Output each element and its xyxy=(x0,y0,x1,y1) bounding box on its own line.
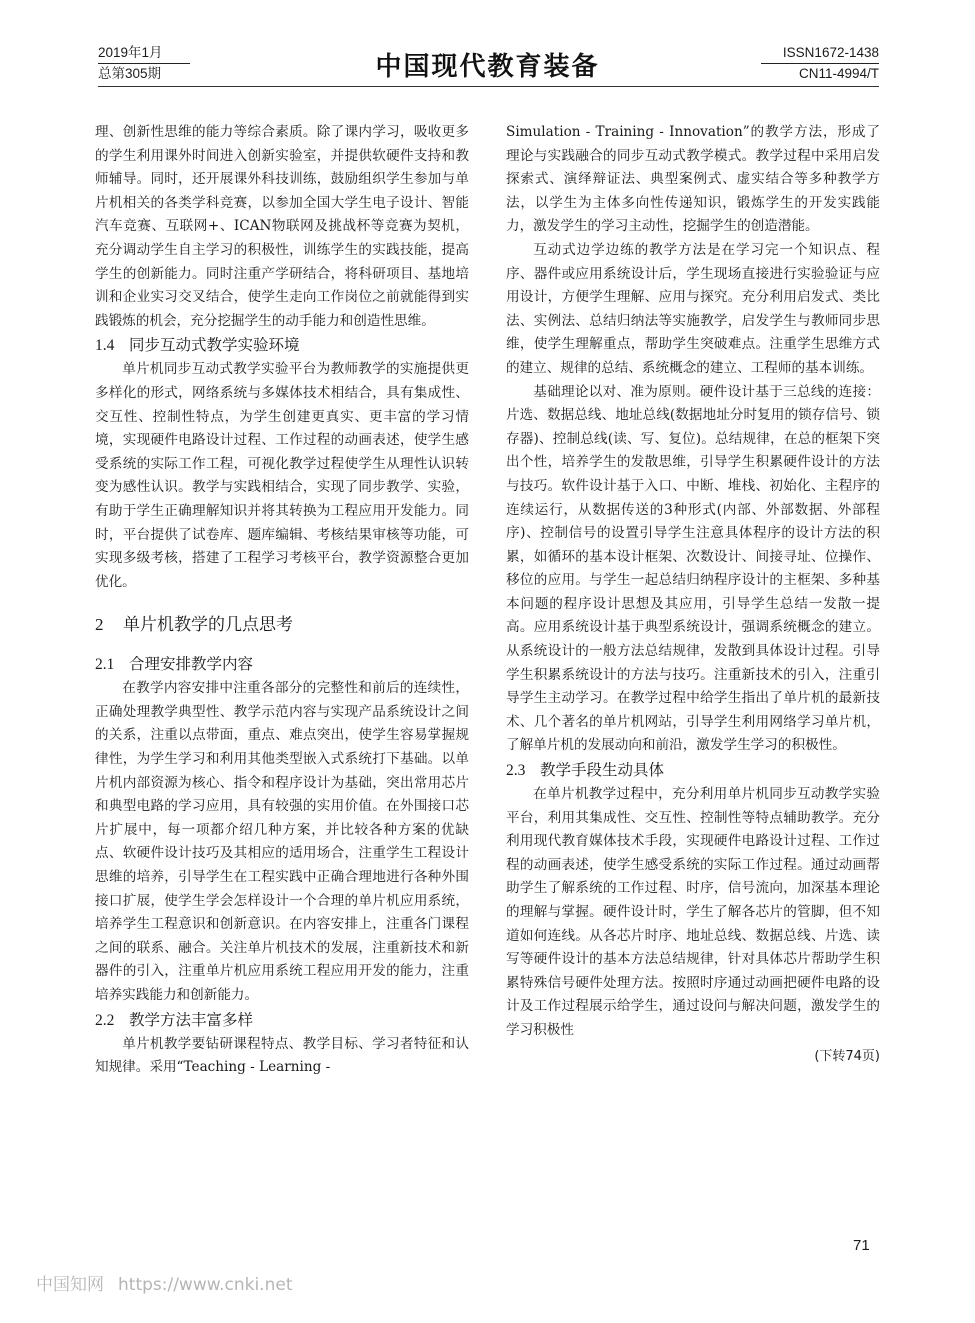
section-number: 1.4 xyxy=(95,337,115,355)
section-number: 2 xyxy=(95,615,104,635)
section-title: 合理安排教学内容 xyxy=(129,655,254,674)
section-number: 2.2 xyxy=(95,1011,115,1029)
section-heading-2 xyxy=(95,612,469,638)
section-number: 2.1 xyxy=(95,656,115,674)
paragraph-intro: 理、创新性思维的能力等综合素质。除了课内学习，吸收更多的学生利用课外时间进入创新实验室，并提供软硬件支持和教师辅导。同时，还开展课外科技训练，鼓励组织学生参加与单片机相关的各类学科竞赛，以参加全国大学生电子设计、智能汽车竞赛、互联网+、ICAN物联网及挑战杯等竞赛为契机，充分调动学生自主学习的积极性，训练学生的实践技能，提高学生的创新能力。同时注重产学研结合，将科研项目、基地培训和企业实习交叉结合，使学生走向工作岗位之前就能得到实践锻炼的机会，充分挖掘学生的动手能力和创造性思维。 xyxy=(95,124,469,329)
cnki-watermark xyxy=(36,1270,292,1295)
watermark-url: https://www.cnki.net xyxy=(118,1275,293,1295)
header-right xyxy=(761,44,879,83)
right-column xyxy=(506,121,880,1064)
section-title: 单片机教学的几点思考 xyxy=(123,615,293,636)
cn-number: CN11-4994/T xyxy=(798,66,879,81)
section-heading-2-1 xyxy=(95,652,469,677)
header-rule xyxy=(98,86,879,87)
section-heading-2-2 xyxy=(95,1008,469,1033)
issn: ISSN1672-1438 xyxy=(782,45,879,60)
section-title: 教学方法丰富多样 xyxy=(129,1010,254,1029)
issue-date: 2019年1月 xyxy=(98,45,163,60)
paragraph-1-4: 单片机同步互动式教学实验平台为教师教学的实施提供更多样化的形式，网络系统与多媒体技术相结合，具有集成性、交互性、控制性特点，为学生创建更真实、更丰富的学习情境，实现硬件电路设计过程、工作过程的动画表述，使学生感受系统的实际工作工程，可视化教学过程使学生从理性认识转变为感性认识。教学与实践相结合，实现了同步教学、实验，有助于学生正确理解知识并将其转换为工程应用开发能力。同时，平台提供了试卷库、题库编辑、考核结果审核等功能，可实现多级考核，搭建了工程学习考核平台，教学资源整合更加优化。 xyxy=(95,361,469,590)
paragraph-basic-theory: 基础理论以对、准为原则。硬件设计基于三总线的连接：片选、数据总线、地址总线(数据地址分时复用的锁存信号、锁存器)、控制总线(读、写、复位)。总结规律，在总的框架下突出个性，培养学生的发散思维，引导学生积累硬件设计的方法与技巧。软件设计基于入口、中断、堆栈、初始化、主程序的连续运行，从数据传送的3种形式(内部、外部数据、外部程序)、控制信号的设置引导学生注意具体程序的设计方法的积累，如循环的基本设计框架、次数设计、间接寻址、位操作、移位的应用。与学生一起总结归纳程序设计的主框架、多种基本问题的程序设计思想及其应用，引导学生总结一发散一提高。应用系统设计基于典型系统设计，强调系统概念的建立。从系统设计的一般方法总结规律，发散到具体设计过程。引导学生积累系统设计的方法与技巧。注重新技术的引入，注重引导学生主动学习。在教学过程中给学生指出了单片机的最新技术、几个著名的单片机网站，引导学生利用网络学习单片机，了解单片机的发展动向和前沿，激发学生学习的积极性。 xyxy=(506,383,880,754)
paragraph-2-2-continued: Simulation - Training - Innovation”的教学方法，形成了理论与实践融合的同步互动式教学模式。教学过程中采用启发探索式、演绎辩证法、典型案例式、虚实结合等多种教学方法，以学生为主体多向性传递知识，锻炼学生的开发实践能力，激发学生的学习主动性，挖掘学生的创造潜能。 xyxy=(506,124,880,235)
page-number: 71 xyxy=(853,1237,870,1254)
paragraph-2-1: 在教学内容安排中注重各部分的完整性和前后的连续性，正确处理教学典型性、教学示范内容与实现产品系统设计之间的关系，注重以点带面，重点、难点突出，使学生容易掌握规律性，为学生学习和利用其他类型嵌入式系统打下基础。以单片机内部资源为核心、指令和程序设计为基础，突出常用芯片和典型电路的学习应用，具有较强的实用价值。在外围接口芯片扩展中，每一项都介绍几种方案，并比较各种方案的优缺点、软硬件设计技巧及其相应的适用场合，注重学生工程设计思维的培养，引导学生在工程实践中正确合理地进行各种外围接口扩展，使学生学会怎样设计一个合理的单片机应用系统，培养学生工程意识和创新意识。在内容安排上，注重各门课程之间的联系、融合。关注单片机技术的发展，注重新技术和新器件的引入，注重单片机应用系统工程应用开发的能力，注重培养实践能力和创新能力。 xyxy=(95,680,469,1003)
paragraph-2-3: 在单片机教学过程中，充分利用单片机同步互动教学实验平台，利用其集成性、交互性、控制性等特点辅助教学。充分利用现代教育媒体技术手段，实现硬件电路设计过程、工作过程的动画表述，使学生感受系统的实际工作过程。通过动画帮助学生了解系统的工作过程、时序，信号流向，加深基本理论的理解与掌握。硬件设计时，学生了解各芯片的管脚，但不知道如何连线。从各芯片时序、地址总线、数据总线、片选、读写等硬件设计的基本方法总结规律，针对具体芯片帮助学生积累特殊信号硬件处理方法。按照时序通过动画把硬件电路的设计及工作过程展示给学生，通过设问与解决问题，激发学生的学习积极性 xyxy=(506,786,880,1038)
issue-number: 总第305期 xyxy=(98,66,162,81)
continued-note: (下转74页) xyxy=(814,1048,880,1064)
left-column xyxy=(95,121,469,1080)
section-title: 同步互动式教学实验环境 xyxy=(129,336,300,355)
paragraph-interactive: 互动式边学边练的教学方法是在学习完一个知识点、程序、器件或应用系统设计后，学生现场直接进行实验验证与应用设计，方便学生理解、应用与探究。充分利用启发式、类比法、实例法、总结归纳法等实施教学，启发学生与教师同步思维，使学生理解重点，帮助学生突破难点。注重学生思维方式的建立、规律的总结、系统概念的建立、工程师的基本训练。 xyxy=(506,241,880,376)
section-heading-1-4 xyxy=(95,333,469,358)
paragraph-2-2: 单片机教学要钻研课程特点、教学目标、学习者特征和认知规律。采用“Teaching - Learning - xyxy=(95,1035,469,1076)
section-number: 2.3 xyxy=(506,762,526,780)
header-divider-right xyxy=(761,63,879,64)
journal-title: 中国现代教育装备 xyxy=(375,52,600,82)
section-title: 教学手段生动具体 xyxy=(540,761,665,780)
watermark-brand: 中国知网 xyxy=(36,1275,104,1295)
section-heading-2-3 xyxy=(506,758,880,783)
